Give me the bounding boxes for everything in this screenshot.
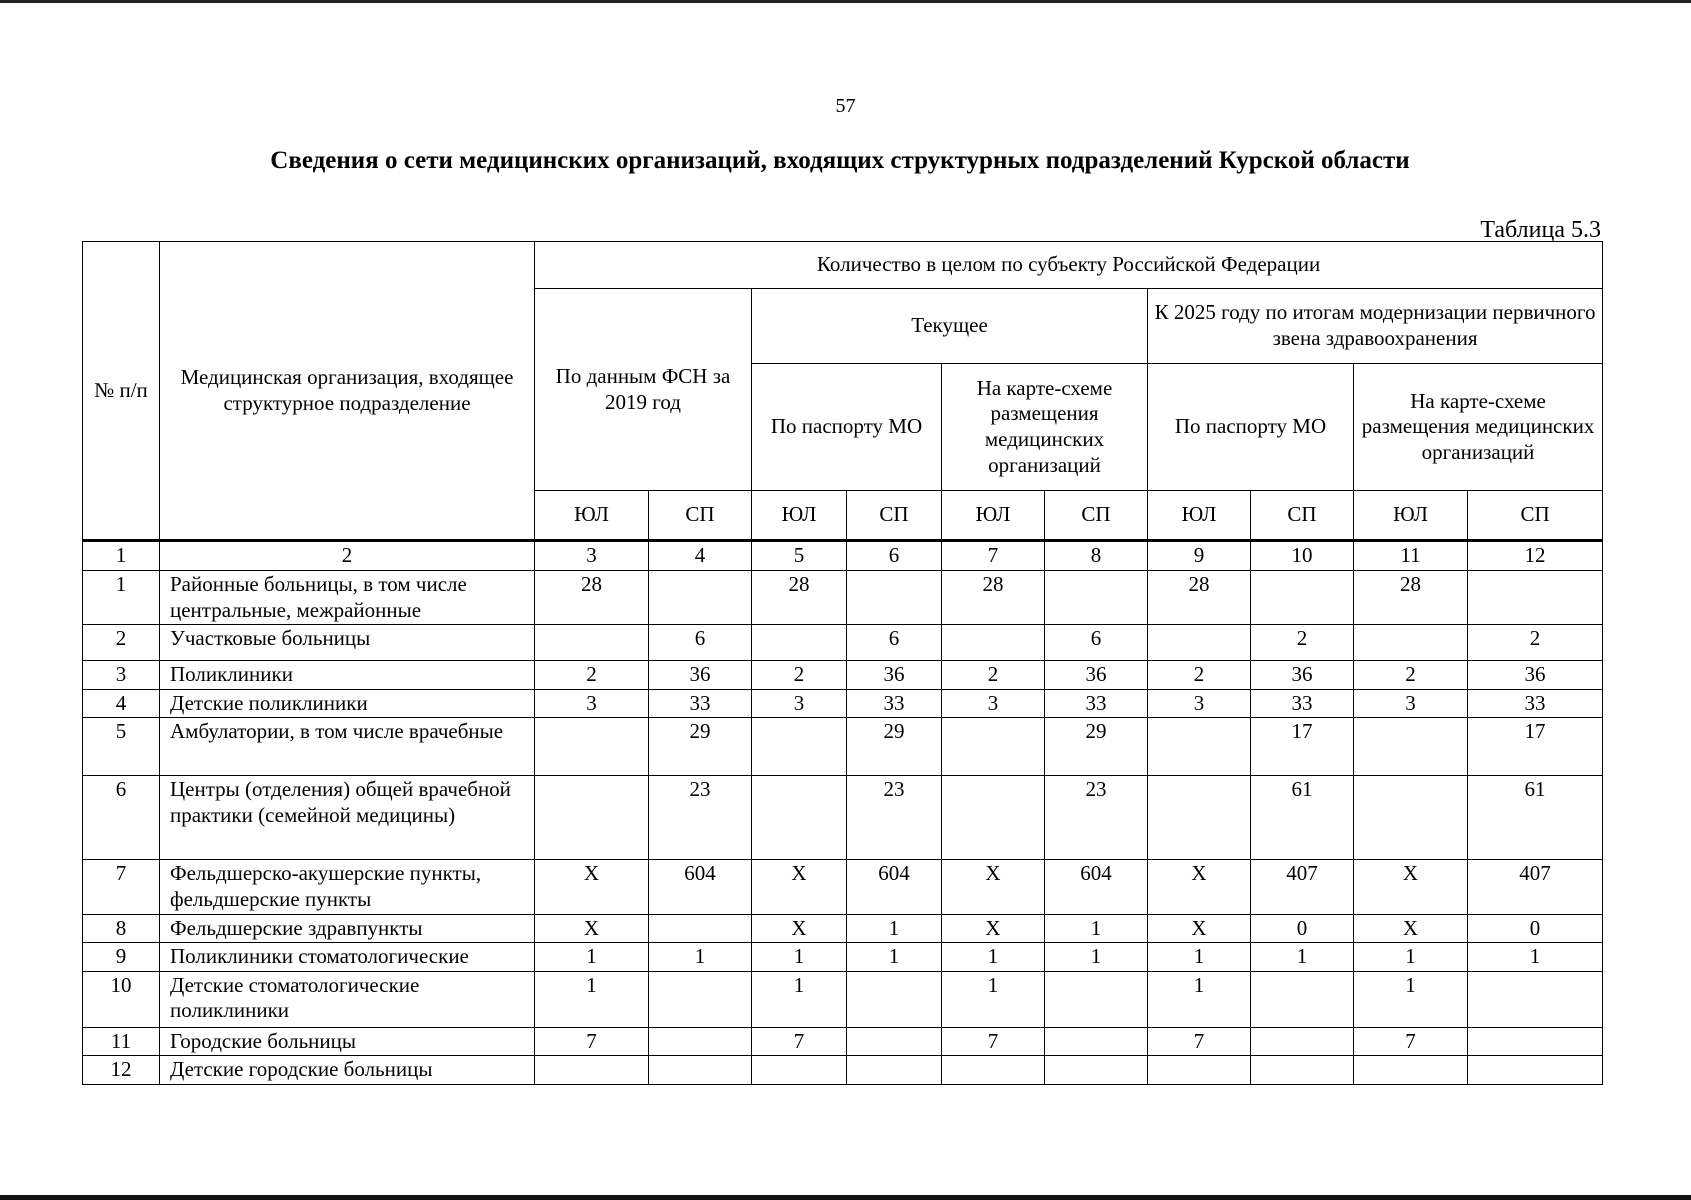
row-number-cell: 2 — [83, 625, 160, 661]
value-cell: 0 — [1468, 914, 1603, 943]
value-cell: Х — [535, 914, 649, 943]
value-cell: 604 — [1045, 860, 1148, 914]
value-cell — [752, 718, 847, 776]
medical-network-table — [82, 241, 1603, 1085]
value-cell — [535, 718, 649, 776]
value-cell: 0 — [1251, 914, 1354, 943]
value-cell — [752, 776, 847, 860]
header-organization: Медицинская организация, входящее структурное подразделение — [160, 242, 535, 541]
value-cell — [1468, 971, 1603, 1027]
value-cell: 3 — [535, 689, 649, 718]
value-cell: 17 — [1468, 718, 1603, 776]
value-cell: 3 — [942, 689, 1045, 718]
value-cell — [1148, 625, 1251, 661]
page-number: 57 — [835, 95, 856, 117]
value-cell: 6 — [1045, 625, 1148, 661]
organization-name-cell: Детские городские больницы — [160, 1056, 535, 1085]
header-yul: ЮЛ — [1148, 491, 1251, 541]
column-number: 9 — [1148, 541, 1251, 571]
header-current-passport: По паспорту МО — [752, 364, 942, 491]
organization-name-cell: Фельдшерские здравпункты — [160, 914, 535, 943]
table-body — [83, 541, 1603, 1085]
value-cell: 2 — [535, 661, 649, 690]
value-cell: 61 — [1251, 776, 1354, 860]
value-cell — [1354, 1056, 1468, 1085]
value-cell — [1468, 1027, 1603, 1056]
value-cell: 1 — [1045, 914, 1148, 943]
value-cell: 6 — [847, 625, 942, 661]
row-number-cell: 11 — [83, 1027, 160, 1056]
value-cell: 17 — [1251, 718, 1354, 776]
column-number: 1 — [83, 541, 160, 571]
value-cell — [847, 1056, 942, 1085]
value-cell: 29 — [649, 718, 752, 776]
value-cell: 1 — [1468, 943, 1603, 972]
value-cell — [649, 914, 752, 943]
table-row — [83, 718, 1603, 776]
value-cell: 36 — [649, 661, 752, 690]
value-cell: 604 — [847, 860, 942, 914]
header-yul: ЮЛ — [752, 491, 847, 541]
value-cell: 2 — [752, 661, 847, 690]
table-container — [82, 241, 1602, 1085]
value-cell — [1468, 1056, 1603, 1085]
table-row — [83, 914, 1603, 943]
row-number-cell: 12 — [83, 1056, 160, 1085]
row-number-cell: 10 — [83, 971, 160, 1027]
row-number-cell: 4 — [83, 689, 160, 718]
value-cell: 1 — [847, 914, 942, 943]
value-cell: 3 — [752, 689, 847, 718]
table-row — [83, 689, 1603, 718]
header-sp: СП — [1045, 491, 1148, 541]
value-cell — [1148, 776, 1251, 860]
value-cell: 36 — [1468, 661, 1603, 690]
column-number: 12 — [1468, 541, 1603, 571]
table-row — [83, 661, 1603, 690]
value-cell: 23 — [847, 776, 942, 860]
organization-name-cell: Амбулатории, в том числе врачебные — [160, 718, 535, 776]
row-number-cell: 7 — [83, 860, 160, 914]
page-bottom-rule — [0, 1195, 1691, 1200]
column-numbers-row — [83, 541, 1603, 571]
value-cell: 407 — [1468, 860, 1603, 914]
value-cell: 33 — [1251, 689, 1354, 718]
column-number: 3 — [535, 541, 649, 571]
value-cell: Х — [1354, 860, 1468, 914]
value-cell: 1 — [1251, 943, 1354, 972]
organization-name-cell: Центры (отделения) общей врачебной практики (семейной медицины) — [160, 776, 535, 860]
organization-name-cell: Детские поликлиники — [160, 689, 535, 718]
organization-name-cell: Поликлиники — [160, 661, 535, 690]
table-label: Таблица 5.3 — [1480, 217, 1601, 243]
value-cell: 2 — [942, 661, 1045, 690]
table-row — [83, 860, 1603, 914]
header-target-passport: По паспорту МО — [1148, 364, 1354, 491]
value-cell — [1148, 718, 1251, 776]
header-sp: СП — [847, 491, 942, 541]
value-cell — [1468, 571, 1603, 625]
table-row — [83, 943, 1603, 972]
value-cell: 29 — [847, 718, 942, 776]
value-cell — [1251, 971, 1354, 1027]
value-cell: Х — [1354, 914, 1468, 943]
header-target-map: На карте-схеме размещения медицинских организаций — [1354, 364, 1603, 491]
organization-name-cell: Поликлиники стоматологические — [160, 943, 535, 972]
value-cell: 28 — [1354, 571, 1468, 625]
header-sp: СП — [649, 491, 752, 541]
value-cell — [649, 1027, 752, 1056]
value-cell — [535, 776, 649, 860]
value-cell — [535, 1056, 649, 1085]
value-cell — [649, 1056, 752, 1085]
value-cell: 7 — [1148, 1027, 1251, 1056]
value-cell: 7 — [535, 1027, 649, 1056]
value-cell — [1045, 1027, 1148, 1056]
value-cell: 3 — [1354, 689, 1468, 718]
column-number: 5 — [752, 541, 847, 571]
value-cell — [942, 1056, 1045, 1085]
table-row — [83, 625, 1603, 661]
value-cell: 28 — [752, 571, 847, 625]
value-cell: 1 — [1354, 971, 1468, 1027]
column-number: 7 — [942, 541, 1045, 571]
header-current: Текущее — [752, 289, 1148, 364]
value-cell: 1 — [1045, 943, 1148, 972]
value-cell: 28 — [1148, 571, 1251, 625]
table-row — [83, 1056, 1603, 1085]
value-cell — [1148, 1056, 1251, 1085]
header-sp: СП — [1251, 491, 1354, 541]
value-cell — [1045, 571, 1148, 625]
value-cell: 1 — [535, 971, 649, 1027]
column-number: 6 — [847, 541, 942, 571]
table-row — [83, 571, 1603, 625]
organization-name-cell: Фельдшерско-акушерские пункты, фельдшерские пункты — [160, 860, 535, 914]
header-yul: ЮЛ — [942, 491, 1045, 541]
value-cell — [847, 1027, 942, 1056]
value-cell: 28 — [942, 571, 1045, 625]
header-row-number: № п/п — [83, 242, 160, 541]
value-cell — [847, 971, 942, 1027]
column-number: 2 — [160, 541, 535, 571]
header-target-2025: К 2025 году по итогам модернизации первичного звена здравоохранения — [1148, 289, 1603, 364]
header-sp: СП — [1468, 491, 1603, 541]
value-cell: 1 — [752, 971, 847, 1027]
value-cell: 36 — [1251, 661, 1354, 690]
column-number: 4 — [649, 541, 752, 571]
value-cell: 407 — [1251, 860, 1354, 914]
value-cell: 2 — [1468, 625, 1603, 661]
organization-name-cell: Детские стоматологические поликлиники — [160, 971, 535, 1027]
value-cell — [752, 625, 847, 661]
value-cell — [1045, 1056, 1148, 1085]
value-cell — [942, 776, 1045, 860]
row-number-cell: 1 — [83, 571, 160, 625]
value-cell: 1 — [847, 943, 942, 972]
table-row — [83, 776, 1603, 860]
value-cell: 2 — [1354, 661, 1468, 690]
value-cell — [1045, 971, 1148, 1027]
value-cell: 1 — [649, 943, 752, 972]
value-cell: Х — [1148, 860, 1251, 914]
row-number-cell: 6 — [83, 776, 160, 860]
value-cell: 1 — [752, 943, 847, 972]
value-cell: 2 — [1251, 625, 1354, 661]
header-yul: ЮЛ — [1354, 491, 1468, 541]
value-cell: 2 — [1148, 661, 1251, 690]
value-cell: 1 — [1148, 971, 1251, 1027]
value-cell: 6 — [649, 625, 752, 661]
value-cell: 33 — [1468, 689, 1603, 718]
value-cell: Х — [752, 914, 847, 943]
value-cell — [1251, 1056, 1354, 1085]
value-cell: 36 — [847, 661, 942, 690]
value-cell: 29 — [1045, 718, 1148, 776]
value-cell — [942, 625, 1045, 661]
value-cell: Х — [942, 914, 1045, 943]
row-number-cell: 9 — [83, 943, 160, 972]
value-cell — [1251, 1027, 1354, 1056]
value-cell: Х — [942, 860, 1045, 914]
value-cell — [1354, 718, 1468, 776]
value-cell: 33 — [1045, 689, 1148, 718]
column-number: 10 — [1251, 541, 1354, 571]
row-number-cell: 5 — [83, 718, 160, 776]
value-cell: 33 — [847, 689, 942, 718]
table-row — [83, 971, 1603, 1027]
column-number: 11 — [1354, 541, 1468, 571]
value-cell: 7 — [1354, 1027, 1468, 1056]
value-cell: 3 — [1148, 689, 1251, 718]
table-row — [83, 1027, 1603, 1056]
header-fsn-2019: По данным ФСН за 2019 год — [535, 289, 752, 491]
value-cell: 7 — [942, 1027, 1045, 1056]
value-cell: 1 — [1148, 943, 1251, 972]
value-cell: 23 — [1045, 776, 1148, 860]
value-cell — [649, 971, 752, 1027]
document-title: Сведения о сети медицинских организаций, входящих структурных подразделений Курской области — [270, 147, 1410, 174]
value-cell — [1354, 625, 1468, 661]
value-cell: 28 — [535, 571, 649, 625]
value-cell: 23 — [649, 776, 752, 860]
value-cell: 33 — [649, 689, 752, 718]
value-cell — [1251, 571, 1354, 625]
row-number-cell: 3 — [83, 661, 160, 690]
value-cell — [649, 571, 752, 625]
value-cell: Х — [752, 860, 847, 914]
value-cell: 61 — [1468, 776, 1603, 860]
value-cell — [535, 625, 649, 661]
value-cell: 1 — [535, 943, 649, 972]
organization-name-cell: Участковые больницы — [160, 625, 535, 661]
value-cell: 604 — [649, 860, 752, 914]
row-number-cell: 8 — [83, 914, 160, 943]
column-number: 8 — [1045, 541, 1148, 571]
header-total-by-subject: Количество в целом по субъекту Российской Федерации — [535, 242, 1603, 289]
value-cell: 7 — [752, 1027, 847, 1056]
value-cell — [1354, 776, 1468, 860]
header-current-map: На карте-схеме размещения медицинских организаций — [942, 364, 1148, 491]
value-cell — [847, 571, 942, 625]
header-yul: ЮЛ — [535, 491, 649, 541]
value-cell: 36 — [1045, 661, 1148, 690]
value-cell: Х — [1148, 914, 1251, 943]
value-cell: 1 — [942, 943, 1045, 972]
value-cell: Х — [535, 860, 649, 914]
value-cell — [752, 1056, 847, 1085]
organization-name-cell: Городские больницы — [160, 1027, 535, 1056]
table-header — [83, 242, 1603, 541]
value-cell: 1 — [1354, 943, 1468, 972]
organization-name-cell: Районные больницы, в том числе центральные, межрайонные — [160, 571, 535, 625]
value-cell — [942, 718, 1045, 776]
value-cell: 1 — [942, 971, 1045, 1027]
